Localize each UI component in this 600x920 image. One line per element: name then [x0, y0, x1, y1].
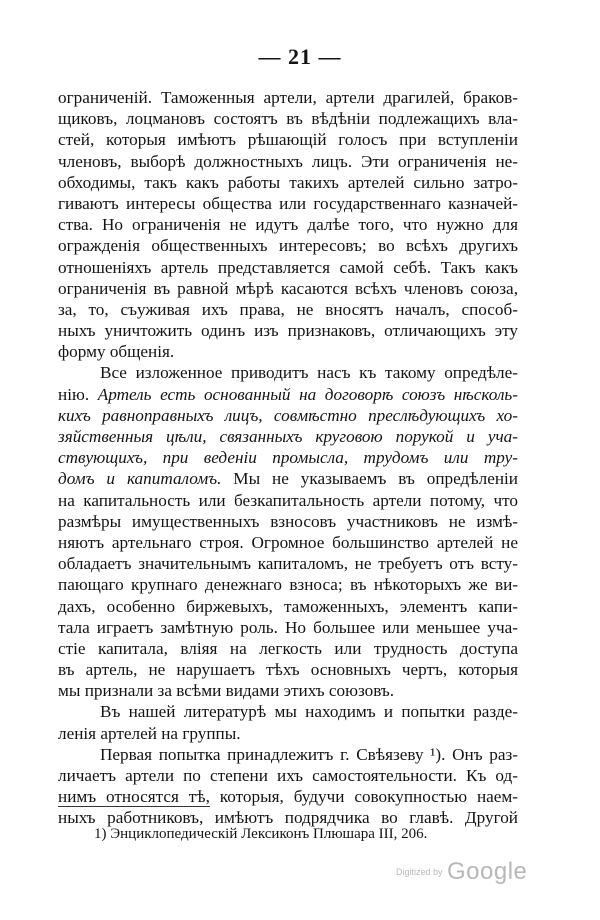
text-line: обладаетъ значительнымъ капиталомъ, не требуетъ отъ всту-: [58, 554, 518, 574]
text-line: гиваютъ интересы общества или государственнаго казначей-: [58, 193, 518, 213]
text-line: стіе капитала, вліяя на легкость или трудность доступа: [58, 638, 518, 658]
text-line: обходимы, такъ какъ работы такихъ артелей сильно затро-: [58, 172, 518, 192]
text-line: [58, 468, 518, 489]
text-line: отношеніяхъ артель представляется самой себѣ. Такъ какъ: [58, 257, 518, 277]
text-line-italic: домъ и капиталомъ.: [58, 469, 222, 489]
watermark-small-text: Digitized by: [396, 867, 443, 877]
text-line-roman: нію.: [58, 384, 98, 404]
text-line: ныхъ работниковъ, имѣютъ подрядчика во главѣ. Другой: [58, 808, 518, 828]
text-line: стей, которыя имѣютъ рѣшающій голосъ при вступленіи: [58, 130, 518, 150]
text-line: Въ нашей литературѣ мы находимъ и попытки разде-: [100, 702, 518, 722]
footnote-divider: [58, 806, 210, 807]
text-line: нимъ относятся тѣ, которыя, будучи совокупностью наем-: [58, 787, 518, 807]
text-line: форму общенія.: [58, 342, 175, 362]
text-line: ленія артелей на группы.: [58, 723, 241, 743]
text-line-roman: Мы не указываемъ въ опредѣленіи: [221, 469, 518, 489]
digitized-watermark: [396, 858, 527, 886]
text-line: Первая попытка принадлежитъ г. Свѣязеву ¹). Онъ раз-: [100, 744, 518, 764]
text-line: ства. Но ограниченія не идутъ далѣе того, что нужно для: [58, 215, 518, 235]
text-line: ствующихъ, при веденіи промысла, трудомъ или тру-: [58, 448, 518, 468]
text-line: кихъ равноправныхъ лицъ, совмѣстно преслѣдующихъ хо-: [58, 405, 518, 425]
text-line: няютъ артельнаго строя. Огромное большинство артелей не: [58, 532, 518, 552]
text-line: ограниченій. Таможенныя артели, артели драгилей, браков-: [58, 88, 518, 107]
google-logo-text: Google: [446, 858, 528, 885]
text-line: пающаго крупнаго денежнаго взноса; въ нѣкоторыхъ же ви-: [58, 575, 518, 595]
text-line: дахъ, особенно биржевыхъ, таможенныхъ, элементъ капи-: [58, 596, 518, 616]
text-line: членовъ, выборѣ должностныхъ лицъ. Эти ограниченія не-: [58, 151, 518, 171]
text-line: ныхъ уничтожить одинъ изъ признаковъ, отличающихъ эту: [58, 321, 518, 341]
text-line-italic: Артель есть основанный на договорѣ союзъ нѣсколь-: [97, 384, 518, 404]
page-number: — 21 —: [258, 44, 342, 69]
text-line: размѣры имущественныхъ взносовъ участниковъ не измѣ-: [58, 511, 518, 531]
footnote: 1) Энциклопедическій Лексиконъ Плюшара III, 206.: [94, 826, 428, 842]
text-line: щиковъ, лоцмановъ состоятъ въ вѣдѣніи подлежащихъ вла-: [58, 109, 518, 129]
text-line: [58, 384, 518, 405]
text-line: тала играетъ замѣтную роль. Но большее или меньшее уча-: [58, 617, 518, 637]
text-line: мы признали за всѣми видами этихъ союзовъ.: [58, 681, 395, 701]
text-line: ограниченія въ равной мѣрѣ касаются всѣхъ членовъ союза,: [58, 278, 518, 298]
text-line: огражденія общественныхъ интересовъ; во всѣхъ другихъ: [58, 236, 518, 256]
text-line: за, то, съуживая ихъ права, не вносятъ началъ, способ-: [58, 299, 518, 319]
text-line: на капитальность или безкапитальность артели потому, что: [58, 490, 518, 510]
text-line: личаетъ артели по степени ихъ самостоятельности. Къ од-: [58, 766, 518, 785]
text-line: зяйственныя цѣли, связанныхъ круговою порукой и уча-: [58, 427, 518, 446]
text-line: въ артель, не нарушаетъ тѣхъ основныхъ чертъ, которыя: [58, 660, 518, 680]
body-text: [58, 87, 518, 829]
text-line: Все изложенное приводитъ насъ къ такому опредѣле-: [100, 363, 518, 383]
